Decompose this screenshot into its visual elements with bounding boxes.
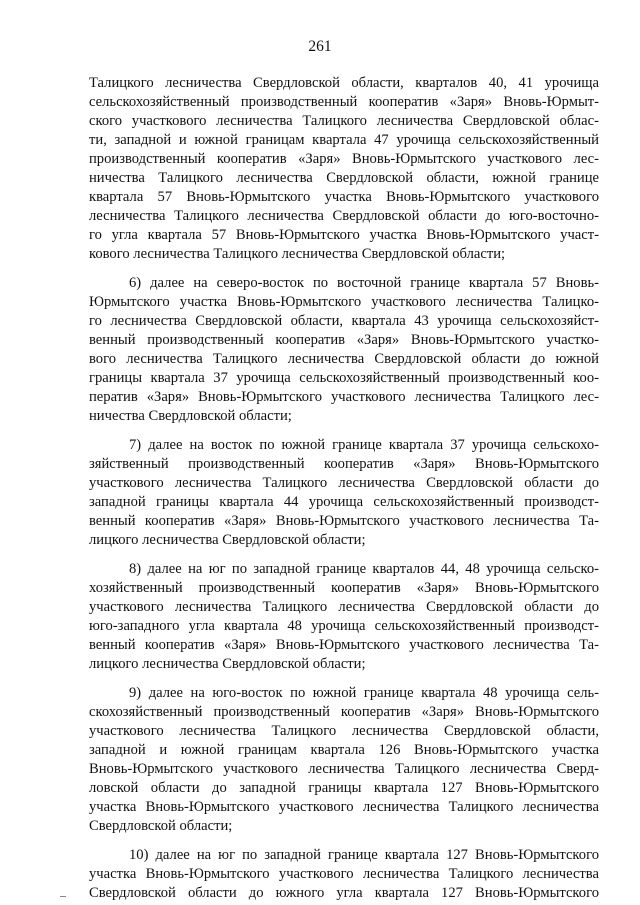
text-line: кового лесничества Талицкого лесничества Свердловской области; bbox=[89, 246, 506, 262]
paragraph-gap bbox=[89, 426, 599, 436]
text-line: ского участкового лесничества Талицкого лесничества Свердловской облас- bbox=[89, 113, 599, 129]
text-line: зяйственный производственный кооператив «Заря» Вновь-Юрмытского bbox=[89, 456, 599, 472]
text-line: участка Вновь-Юрмытского участкового лесничества Талицкого лесничества bbox=[89, 866, 599, 882]
text-line: Свердловской области; bbox=[89, 818, 233, 834]
text-line: ничества Талицкого лесничества Свердловской области, южной границе bbox=[89, 170, 599, 186]
paragraph-p-7 bbox=[89, 436, 599, 550]
text-line: 10) далее на юг по западной границе квартала 127 Вновь-Юрмытского bbox=[129, 847, 599, 863]
text-line: ператив «Заря» Вновь-Юрмытского участкового лесничества Талицкого лес- bbox=[89, 389, 599, 405]
text-line: западной и южной границам квартала 126 Вновь-Юрмытского участка bbox=[89, 742, 599, 758]
paragraph-p-continued bbox=[89, 74, 599, 264]
text-line: ничества Свердловской области; bbox=[89, 408, 292, 424]
text-line: участкового лесничества Талицкого лесничества Свердловской области, bbox=[89, 723, 599, 739]
text-line: венный кооператив «Заря» Вновь-Юрмытского участкового лесничества Та- bbox=[89, 637, 599, 653]
text-line: лицкого лесничества Свердловской области; bbox=[89, 532, 366, 548]
text-line: юго-западного угла квартала 48 урочища сельскохозяйственный производст- bbox=[89, 618, 599, 634]
paragraph-p-6 bbox=[89, 274, 599, 426]
paragraph-gap bbox=[89, 836, 599, 846]
text-line: западной границы квартала 44 урочища сельскохозяйственный производст- bbox=[89, 494, 599, 510]
text-line: хозяйственный производственный кооператив «Заря» Вновь-Юрмытского bbox=[89, 580, 599, 596]
text-line: 9) далее на юго-восток по южной границе квартала 48 урочища сель- bbox=[129, 685, 599, 701]
text-line: границы квартала 37 урочища сельскохозяйственный производственный коо- bbox=[89, 370, 599, 386]
paragraph-gap bbox=[89, 674, 599, 684]
text-line: Свердловской области до южного угла квартала 127 Вновь-Юрмытского bbox=[89, 885, 599, 901]
paragraph-p-8 bbox=[89, 560, 599, 674]
text-line: участкового лесничества Талицкого лесничества Свердловской области до bbox=[89, 475, 599, 491]
paragraph-p-10 bbox=[89, 846, 599, 903]
text-line: 8) далее на юг по западной границе кварталов 44, 48 урочища сельско- bbox=[129, 561, 599, 577]
text-line: 6) далее на северо-восток по восточной границе квартала 57 Вновь- bbox=[129, 275, 599, 291]
text-line: 7) далее на восток по южной границе квартала 37 урочища сельскохо- bbox=[129, 437, 599, 453]
paragraph-gap bbox=[89, 264, 599, 274]
text-line: вого лесничества Талицкого лесничества Свердловской области до южной bbox=[89, 351, 599, 367]
text-line: го лесничества Свердловской области, квартала 43 урочища сельскохозяйст- bbox=[89, 313, 599, 329]
text-line: участка Вновь-Юрмытского участкового лесничества Талицкого лесничества bbox=[89, 799, 599, 815]
page-number: 261 bbox=[308, 38, 332, 55]
text-line: венный кооператив «Заря» Вновь-Юрмытского участкового лесничества Та- bbox=[89, 513, 599, 529]
text-line: скохозяйственный производственный кооператив «Заря» Вновь-Юрмытского bbox=[89, 704, 599, 720]
text-line: ловской области до западной границы квартала 127 Вновь-Юрмытского bbox=[89, 780, 599, 796]
text-line: венный производственный кооператив «Заря» Вновь-Юрмытского участко- bbox=[89, 332, 599, 348]
document-body bbox=[89, 74, 599, 903]
text-line: лесничества Талицкого лесничества Свердловской области до юго-восточно- bbox=[89, 208, 599, 224]
text-line: Вновь-Юрмытского участкового лесничества Талицкого лесничества Сверд- bbox=[89, 761, 599, 777]
text-line: го угла квартала 57 Вновь-Юрмытского участка Вновь-Юрмытского участ- bbox=[89, 227, 599, 243]
text-line: участкового лесничества Талицкого лесничества Свердловской области до bbox=[89, 599, 599, 615]
text-line: квартала 57 Вновь-Юрмытского участка Вновь-Юрмытского участкового bbox=[89, 189, 599, 205]
text-line: Юрмытского участка Вновь-Юрмытского участкового лесничества Талицко- bbox=[89, 294, 599, 310]
paragraph-gap bbox=[89, 550, 599, 560]
text-line: сельскохозяйственный производственный кооператив «Заря» Вновь-Юрмыт- bbox=[89, 94, 599, 110]
paragraph-p-9 bbox=[89, 684, 599, 836]
text-line: Талицкого лесничества Свердловской области, кварталов 40, 41 урочища bbox=[89, 75, 599, 91]
scan-mark bbox=[60, 896, 66, 897]
text-line: производственный кооператив «Заря» Вновь-Юрмытского участкового лес- bbox=[89, 151, 599, 167]
text-line: ти, западной и южной границам квартала 47 урочища сельскохозяйственный bbox=[89, 132, 599, 148]
text-line: лицкого лесничества Свердловской области; bbox=[89, 656, 366, 672]
